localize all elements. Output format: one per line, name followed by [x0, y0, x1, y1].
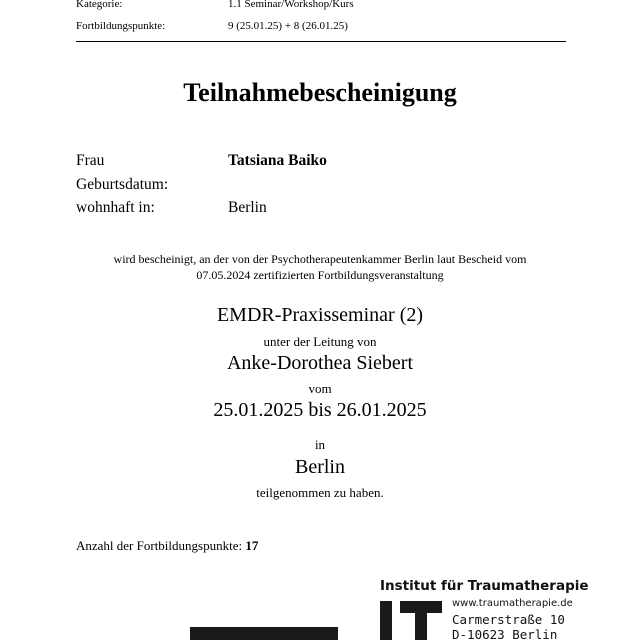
in-label: in	[314, 437, 326, 452]
intro-line-1: wird bescheinigt, an der von der Psychotherapeutenkammer Berlin laut Bescheid vom	[113, 252, 527, 266]
intro-line-2: 07.05.2024 zertifizierten Fortbildungsveranstaltung	[196, 268, 444, 282]
stamp-website: www.traumatherapie.de	[452, 598, 573, 609]
category-value: 1.1 Seminar/Workshop/Kurs	[228, 0, 354, 10]
leadership-label: unter der Leitung von	[263, 334, 377, 349]
date-range: 25.01.2025 bis 26.01.2025	[213, 399, 427, 421]
header-divider	[76, 41, 566, 42]
event-location: Berlin	[295, 456, 345, 478]
stamp-city: D-10623 Berlin	[452, 627, 558, 640]
total-points-value: 17	[245, 538, 259, 553]
leader-name: Anke-Dorothea Siebert	[226, 352, 414, 374]
residence-value: Berlin	[228, 199, 267, 216]
points-label: Fortbildungspunkte:	[76, 20, 166, 32]
total-points	[76, 538, 258, 554]
category-label: Kategorie:	[76, 0, 123, 10]
total-points-label: Anzahl der Fortbildungspunkte:	[76, 538, 243, 553]
signature-block	[190, 627, 338, 640]
points-value: 9 (25.01.25) + 8 (26.01.25)	[228, 20, 348, 32]
stamp-street: Carmerstraße 10	[452, 612, 565, 627]
from-label: vom	[308, 381, 332, 396]
event-name: EMDR-Praxisseminar (2)	[216, 304, 424, 326]
certificate-title: Teilnahmebescheinigung	[183, 78, 457, 107]
stamp-institute: Institut für Traumatherapie	[380, 578, 589, 594]
residence-label: wohnhaft in:	[76, 199, 155, 216]
participant-name: Tatsiana Baiko	[228, 152, 327, 169]
stamp-logo	[380, 601, 392, 640]
salutation: Frau	[76, 152, 105, 169]
birthdate-label: Geburtsdatum:	[76, 176, 169, 193]
institute-stamp	[378, 577, 640, 640]
closing-text: teilgenommen zu haben.	[256, 485, 384, 500]
